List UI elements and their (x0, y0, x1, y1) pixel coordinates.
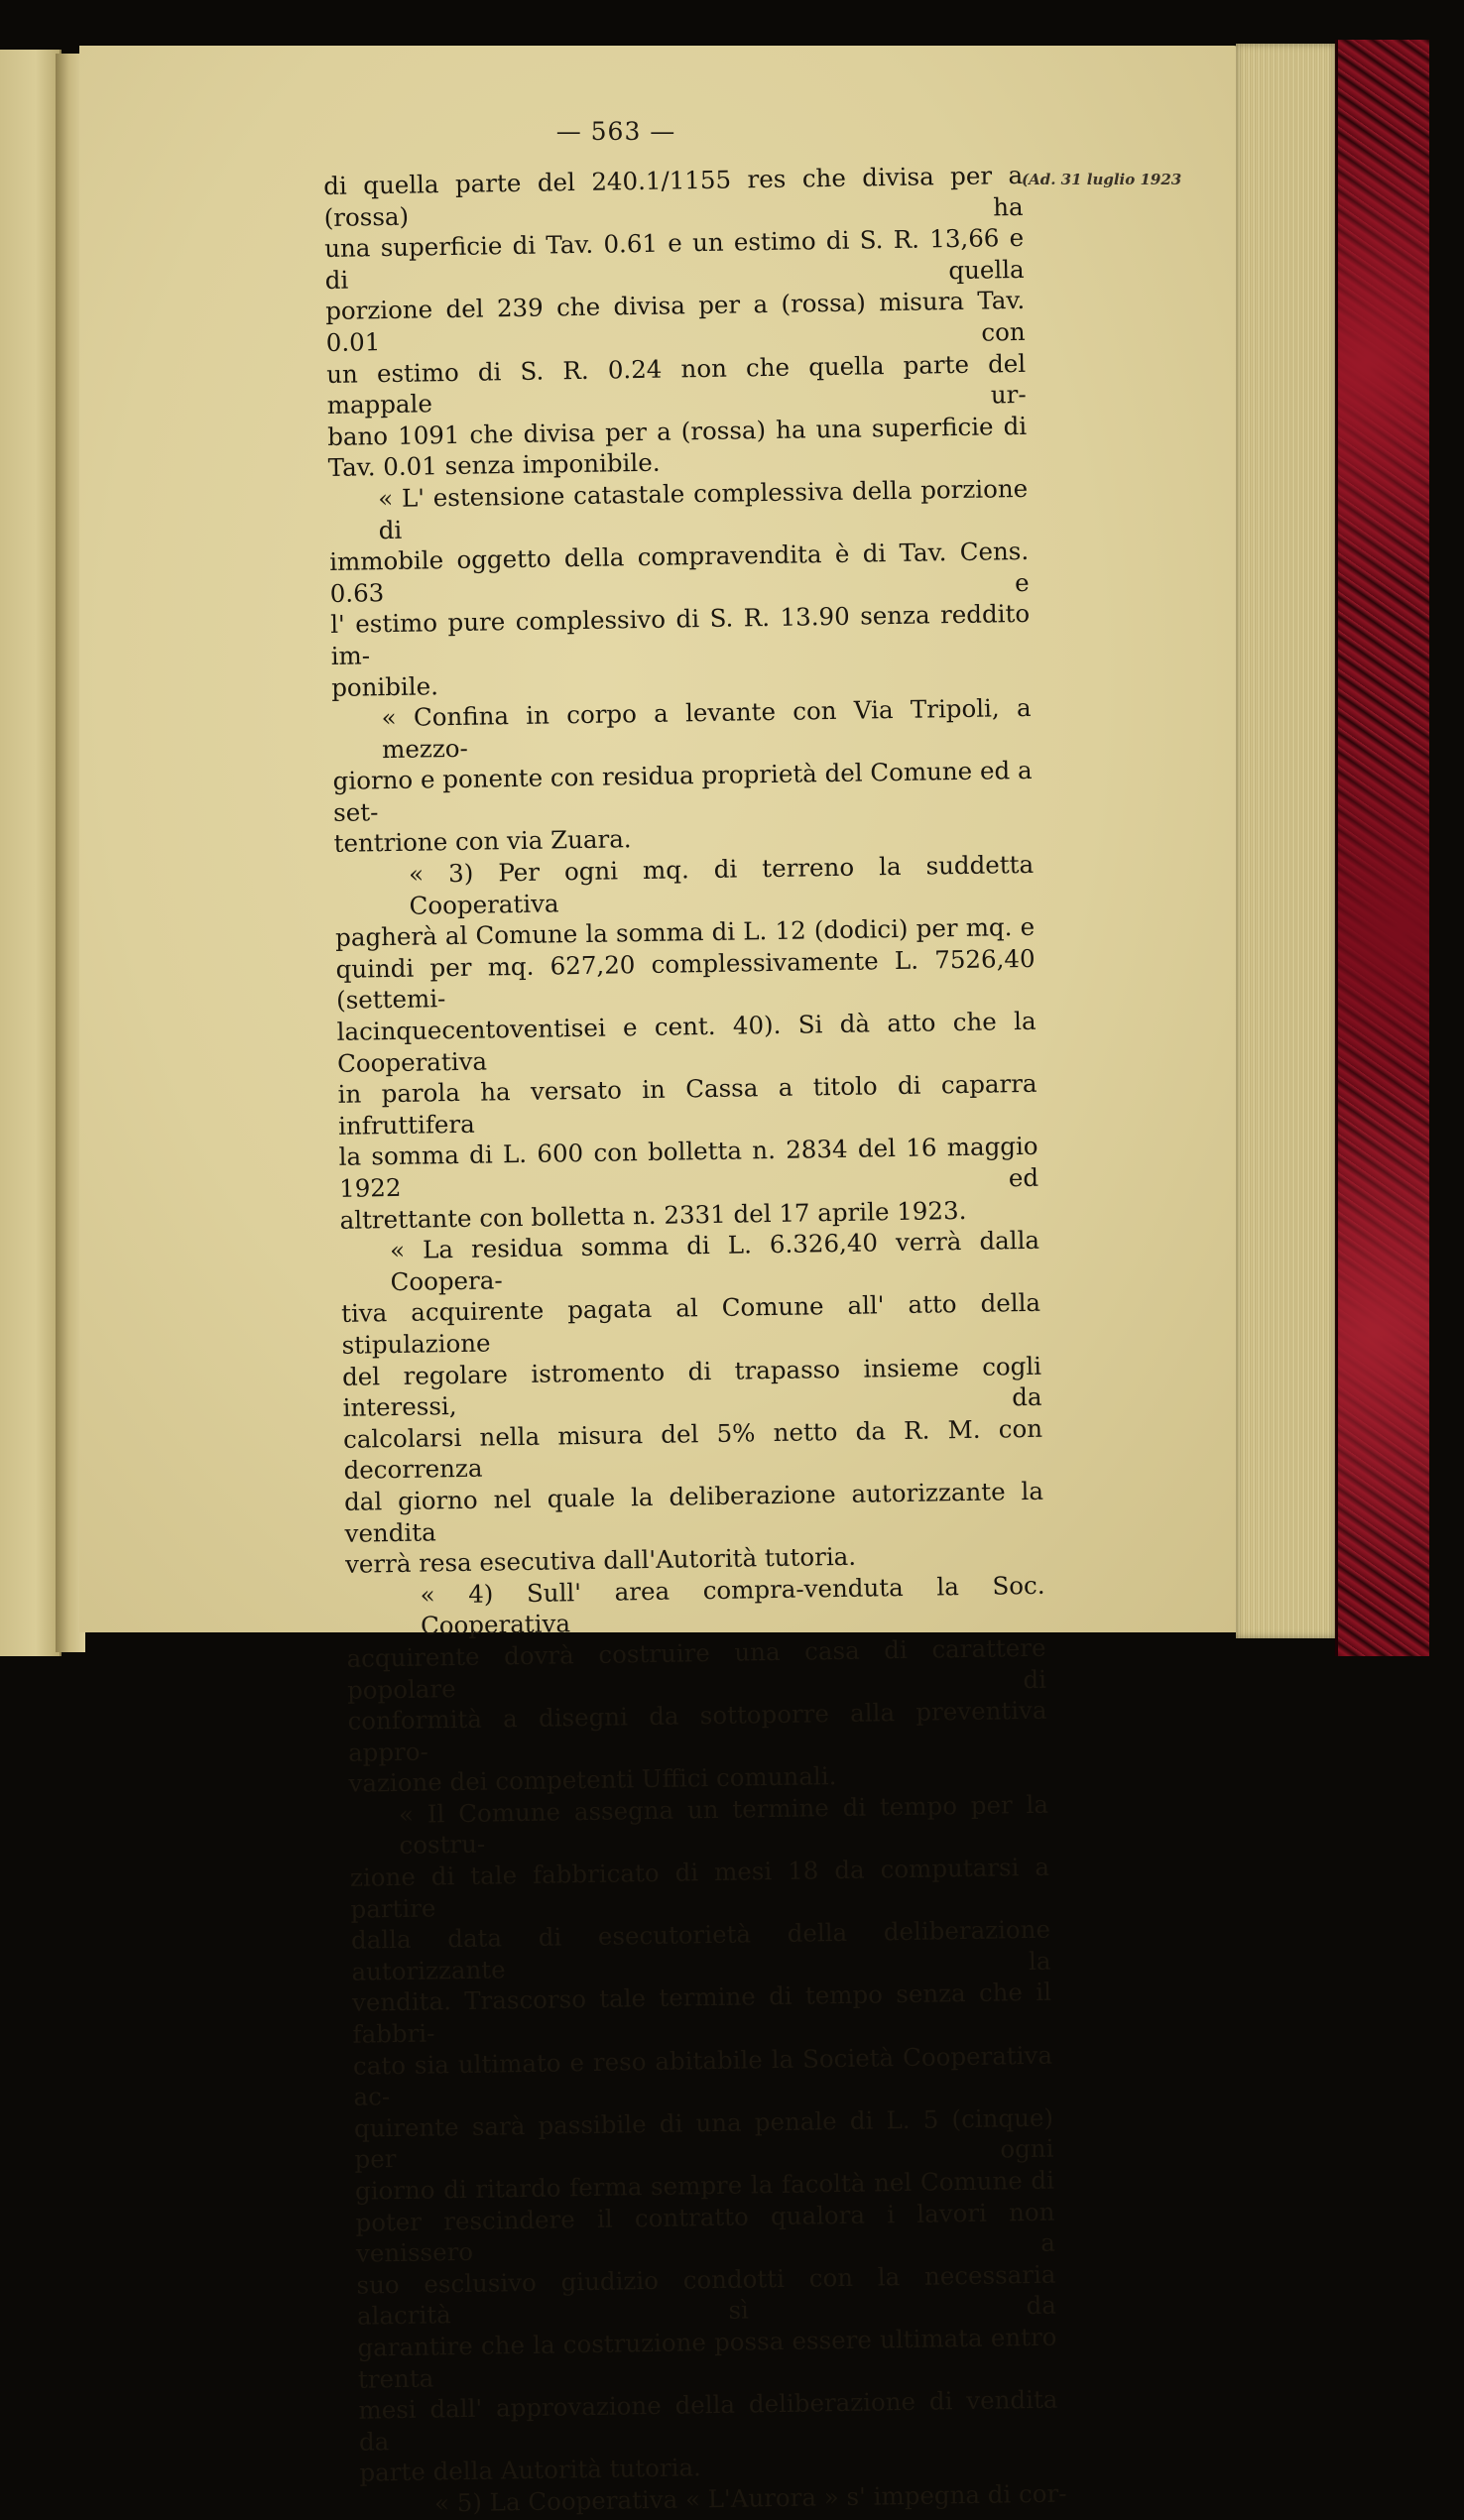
text-line: del regolare istromento di trapasso insieme cogli interessi, da (341, 1351, 1042, 1423)
text-line: tentrione con via Zuara. (333, 824, 632, 859)
text-line: quindi per mq. 627,20 complessivamente L. 7526,40 (settemi- (335, 943, 1036, 1016)
paragraph (334, 849, 1039, 1236)
text-line: una superficie di Tav. 0.61 e un estimo di S. R. 13,66 e di quella (324, 223, 1025, 295)
paragraph (328, 473, 1031, 703)
text-line: « 4) Sull' area compra-venduta la Soc. Cooperativa (420, 1570, 1045, 1640)
text-line: dalla data di esecutorietà della deliberazione autorizzante la (350, 1914, 1051, 1986)
text-line: quirente sarà passibile di una penale di L. 5 (cinque) per ogni (353, 2102, 1054, 2175)
text-line: poter rescindere il contratto qualora i lavori non venissero a (355, 2197, 1056, 2268)
text-line: verrà resa esecutiva dall'Autorità tutoria. (344, 1541, 857, 1579)
text-line: parte della Autorità tutoria. (359, 2453, 702, 2488)
text-line: vazione dei competenti Uffici comunali. (348, 1761, 837, 1799)
text-line: giorno di ritardo ferma sempre la facoltà nel Comune di (354, 2165, 1055, 2206)
text-line: Tav. 0.01 senza imponibile. (327, 448, 661, 483)
text-line: lacinquecentoventisei e cent. 40). Si dà atto che la Cooperativa (336, 1006, 1037, 1078)
paragraph (349, 1789, 1059, 2489)
text-line: « L' estensione catastale complessiva della porzione di (377, 473, 1029, 544)
text-line: cato sia ultimato e reso abitabile la Società Cooperativa ac- (352, 2040, 1053, 2111)
text-line: tiva acquirente pagata al Comune all' atto della stipulazione (340, 1288, 1041, 1360)
text-line: un estimo di S. R. 0.24 non che quella parte del mappale ur- (325, 348, 1027, 420)
marbled-cover (1335, 40, 1429, 1656)
paragraph (331, 692, 1033, 860)
text-line: la somma di L. 600 con bolletta n. 2834 del 16 maggio 1922 ed (338, 1132, 1039, 1203)
text-line: altrettante con bolletta n. 2331 del 17 aprile 1923. (339, 1195, 967, 1235)
text-line: conformità a disegni da sottoporre alla preventiva appro- (347, 1695, 1047, 1767)
paragraph (345, 1569, 1047, 1799)
body-text (323, 160, 1067, 2520)
text-line: garantire che la costruzione possa essere ultimata entro trenta (357, 2322, 1057, 2394)
text-line: suo esclusivo giudizio condotti con la necessaria alacrità sì da (356, 2259, 1057, 2332)
text-line: zione di tale fabbricato di mesi 18 da computarsi a partire (349, 1852, 1050, 1924)
text-line: giorno e ponente con residua proprietà del Comune ed a set- (332, 756, 1033, 827)
page-number: — 563 — (555, 117, 676, 146)
text-line: « 3) Per ogni mq. di terreno la suddetta Cooperativa (408, 849, 1035, 920)
page-edges (1236, 44, 1335, 1638)
text-line: « 5) La Cooperativa « L'Aurora » s' impegna di cor- (433, 2478, 1067, 2518)
text-line: di quella parte del 240.1/1155 res che divisa per a (rossa) ha (323, 160, 1024, 232)
paragraph (323, 160, 1028, 484)
text-line: vendita. Trascorso tale termine di tempo senza che il fabbri- (351, 1978, 1052, 2049)
text-line: « La residua somma di L. 6.326,40 verrà dalla Coopera- (389, 1225, 1040, 1296)
text-line: calcolarsi nella misura del 5% netto da R. M. con decorrenza (342, 1413, 1043, 1486)
text-line: in parola ha versato in Cassa a titolo di caparra infruttifera (337, 1069, 1037, 1140)
text-line: l' estimo pure complessivo di S. R. 13.90 senza reddito im- (329, 599, 1031, 670)
left-page-edge (0, 50, 61, 1656)
text-line: mesi dall' approvazione della deliberazione di vendita da (358, 2384, 1058, 2457)
text-line: dal giorno nel quale la deliberazione autorizzante la vendita (343, 1476, 1044, 1548)
margin-note: (Ad. 31 luglio 1923 (1022, 171, 1182, 188)
paragraph (340, 1225, 1044, 1581)
text-line: « Il Comune assegna un termine di tempo per la costru- (398, 1789, 1049, 1860)
text-line: pagherà al Comune la somma di L. 12 (dodici) per mq. e (334, 912, 1036, 953)
text-line: acquirente dovrà costruire una casa di carattere popolare di (346, 1632, 1047, 1705)
text-line: ponibile. (330, 670, 439, 702)
text-line: porzione del 239 che divisa per a (rossa) misura Tav. 0.01 con (325, 286, 1026, 357)
text-line: bano 1091 che divisa per a (rossa) ha una superficie di (326, 411, 1028, 451)
text-line: immobile oggetto della compravendita è di Tav. Cens. 0.63 e (328, 537, 1030, 608)
text-line: « Confina in corpo a levante con Via Tripoli, a mezzo- (381, 692, 1032, 764)
